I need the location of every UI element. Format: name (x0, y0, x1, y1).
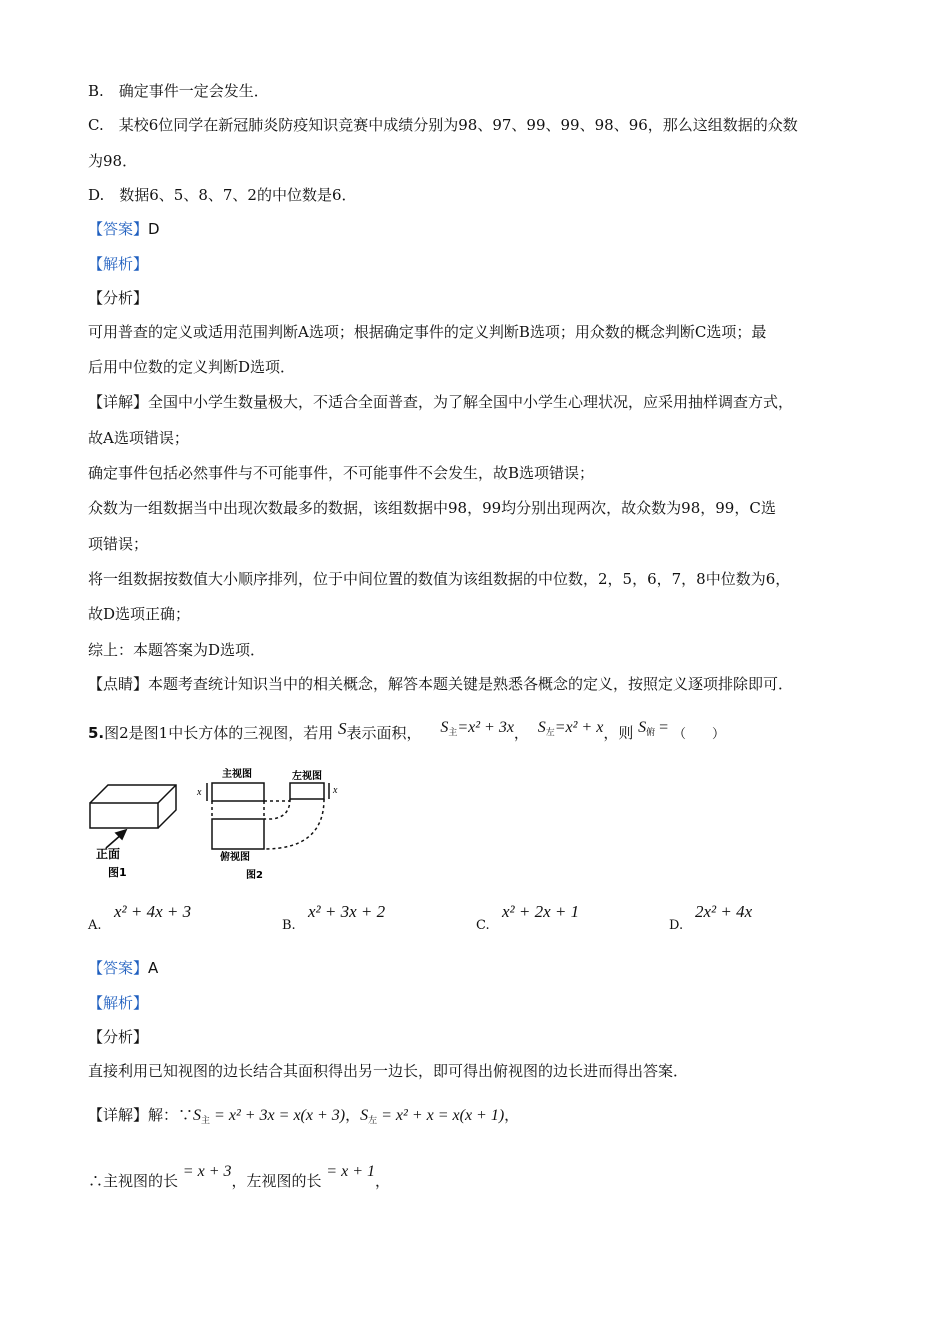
detail-prefix: 解：∵ (148, 1106, 194, 1124)
fenxi-tag: 【分析】 (88, 289, 149, 307)
option-expr: x² + 4x + 3 (114, 902, 192, 921)
dianjing-text: 本题考查统计知识当中的相关概念，解答本题关键是熟悉各概念的定义，按照定义逐项排除即可． (148, 675, 794, 693)
detail-line1 (88, 392, 793, 412)
jiexi-tag: 【解析】 (88, 255, 149, 273)
q5-number: 5. (88, 724, 105, 742)
answer-value: D (148, 220, 160, 238)
option-letter: A. (88, 918, 102, 933)
detail-tag: 【详解】 (88, 393, 149, 411)
answer-tag: 【答案】 (88, 959, 149, 977)
detail-expr-zhu: $S_主 = x^2 + 3x = x(x + 3)$ (193, 1107, 346, 1125)
q5-comma1: ， (513, 724, 529, 742)
label-fig1: 图1 (108, 866, 127, 879)
option-expr: x² + 3x + 2 (308, 902, 386, 921)
q5-jiexi-tag: 【解析】 (88, 994, 149, 1012)
detail-line2: 故A选项错误； (88, 429, 189, 447)
analysis-line1: 可用普查的定义或适用范围判断A选项；根据确定事件的定义判断B选项；用众数的概念判断C选项；最 (88, 323, 767, 341)
option-letter: C. (476, 918, 490, 933)
q5-fenxi-tag: 【分析】 (88, 1028, 149, 1046)
label-zuoshitu: 左视图 (292, 771, 322, 782)
len-zuo: = x + 1 (326, 1163, 375, 1180)
option-expr: 2x² + 4x (695, 902, 753, 921)
q5-stem-a: 图2是图1中长方体的三视图，若用 (104, 724, 334, 742)
s-zhu-expr: $S_主=x^2 + 3x$ (440, 719, 514, 737)
detail-line7: 故D选项正确； (88, 605, 191, 623)
q5-analysis: 直接利用已知视图的边长结合其面积得出另一边长，即可得出俯视图的边长进而得出答案． (88, 1062, 689, 1080)
detail-line4: 众数为一组数据当中出现次数最多的数据，该组数据中98，99均分别出现两次，故众数为98，99，C选 (88, 499, 776, 517)
label-fushitu: 俯视图 (220, 852, 250, 863)
option-c-line1: C. 某校6位同学在新冠肺炎防疫知识竞赛中成绩分别为98、97、99、99、98、96，那么这组数据的众数 (88, 116, 798, 134)
option-b: B. 确定事件一定会发生． (88, 82, 269, 100)
detail-line3: 确定事件包括必然事件与不可能事件，不可能事件不会发生，故B选项错误； (88, 464, 595, 482)
zuo-text: ，左视图的长 (231, 1172, 322, 1190)
option-letter: B. (282, 918, 296, 933)
s-fu-expr: $S_俯$ = (638, 719, 669, 737)
figure-three-views (86, 765, 366, 885)
label-zhengmian: 正面 (96, 847, 121, 861)
q5-detail-line (88, 1105, 519, 1130)
detail-tag: 【详解】 (88, 1106, 149, 1124)
label-zhushitu: 主视图 (222, 769, 252, 780)
len-zhu: = x + 3 (182, 1163, 232, 1180)
answer-tag: 【答案】 (88, 220, 149, 238)
q5-stem-b: 表示面积， (346, 724, 422, 742)
option-letter: D. (669, 918, 684, 933)
figure1-cuboid (90, 785, 176, 828)
option-c-line2: 为98． (88, 152, 138, 170)
detail-line5: 项错误； (88, 535, 149, 553)
therefore-text: ∴主视图的长 (88, 1172, 179, 1190)
detail-line8: 综上：本题答案为D选项． (88, 641, 266, 659)
dianjing-tag: 【点睛】 (88, 675, 149, 693)
q5-answer-line (88, 958, 158, 978)
end-comma: ， (375, 1172, 391, 1190)
detail-comma: ， (345, 1106, 361, 1124)
label-fig2: 图2 (246, 870, 263, 881)
label-x-right: x (333, 785, 338, 796)
arrow-icon (106, 830, 126, 848)
figure2-views (207, 783, 329, 849)
q5-stem (88, 718, 725, 745)
detail-end-comma: ， (504, 1106, 520, 1124)
answer-blank: （ ） (672, 727, 725, 742)
s-zuo-expr: $S_左=x^2 + x$ (537, 719, 604, 737)
dianjing-line (88, 674, 793, 694)
analysis-line2: 后用中位数的定义判断D选项． (88, 358, 296, 376)
q5-therefore-line (88, 1162, 390, 1191)
detail-text: 全国中小学生数量极大，不适合全面普查，为了解全国中小学生心理状况，应采用抽样调查方式， (148, 393, 794, 411)
option-d: D. 数据6、5、8、7、2的中位数是6． (88, 186, 357, 204)
answer-value: A (148, 959, 159, 977)
option-expr: x² + 2x + 1 (502, 902, 580, 921)
answer-line (88, 219, 160, 239)
detail-line6: 将一组数据按数值大小顺序排列，位于中间位置的数值为该组数据的中位数，2，5，6，7，8中位数为6， (88, 570, 791, 588)
var-s: S (338, 719, 347, 738)
label-x-left: x (197, 787, 202, 798)
detail-expr-zuo: $S_左 = x^2 + x = x(x + 1)$ (360, 1107, 505, 1125)
q5-stem-c: ，则 (603, 724, 634, 742)
